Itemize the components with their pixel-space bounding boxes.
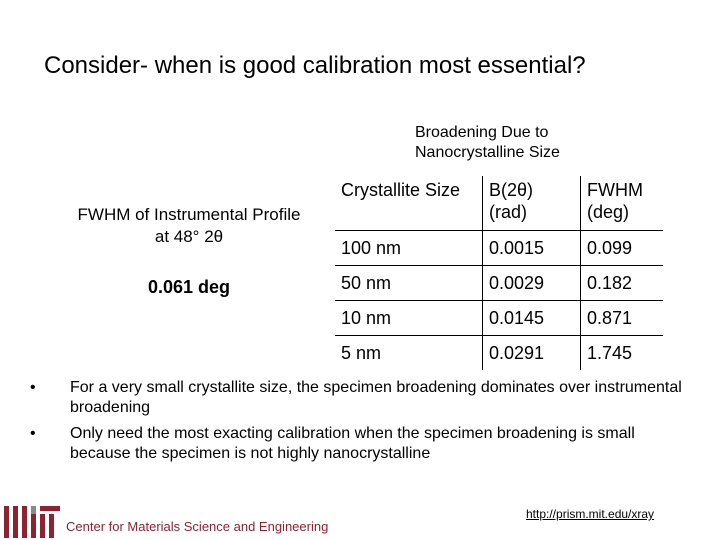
bullet-dot: •: [30, 379, 36, 396]
cell-fwhm: 0.099: [581, 231, 664, 266]
instrumental-label-line-1: FWHM of Instrumental Profile: [77, 205, 301, 224]
instrumental-fwhm-value: 0.061 deg: [147, 277, 231, 297]
bullet-text: Only need the most exacting calibration when the specimen broadening is small because the specimen is not highly nanocrystalline: [70, 425, 635, 462]
header-fwhm-line-1: FWHM: [587, 180, 643, 200]
cell-size: 100 nm: [335, 231, 483, 266]
instrumental-label-line-2: at 48° 2θ: [154, 227, 224, 246]
header-b-line-2: (rad): [489, 202, 528, 222]
cell-b: 0.0015: [483, 231, 581, 266]
header-b-line-1: B(2θ): [489, 180, 534, 200]
bullet-list: [30, 378, 690, 470]
table-row: [335, 301, 663, 336]
footer-url-link[interactable]: http://prism.mit.edu/xray: [526, 507, 655, 521]
cell-b: 0.0029: [483, 266, 581, 301]
crystallite-broadening-table: [335, 176, 663, 370]
cell-b: 0.0145: [483, 301, 581, 336]
cell-fwhm: 1.745: [581, 336, 664, 371]
bullet-dot: •: [30, 425, 36, 442]
table-row: [335, 336, 663, 371]
cell-size: 50 nm: [335, 266, 483, 301]
cell-size: 10 nm: [335, 301, 483, 336]
table-caption: [415, 123, 560, 163]
footer-organization: Center for Materials Science and Engineering: [66, 519, 329, 534]
header-fwhm: [581, 176, 664, 231]
list-item: [30, 424, 690, 464]
list-item: [30, 378, 690, 418]
table-row: [335, 231, 663, 266]
instrumental-profile-label: [58, 204, 320, 248]
bullet-text: For a very small crystallite size, the specimen broadening dominates over instrumental broadening: [70, 379, 682, 416]
header-b-2theta: [483, 176, 581, 231]
header-fwhm-line-2: (deg): [587, 202, 630, 222]
cell-fwhm: 0.182: [581, 266, 664, 301]
header-crystallite-size: Crystallite Size: [341, 180, 461, 200]
table-row: [335, 266, 663, 301]
cell-size: 5 nm: [335, 336, 483, 371]
cell-fwhm: 0.871: [581, 301, 664, 336]
mit-logo-icon: [4, 506, 60, 538]
slide-title: Consider- when is good calibration most essential?: [44, 52, 586, 79]
caption-line-2: Nanocrystalline Size: [415, 144, 560, 161]
table-header-row: [335, 176, 663, 231]
cell-b: 0.0291: [483, 336, 581, 371]
caption-line-1: Broadening Due to: [415, 124, 549, 141]
